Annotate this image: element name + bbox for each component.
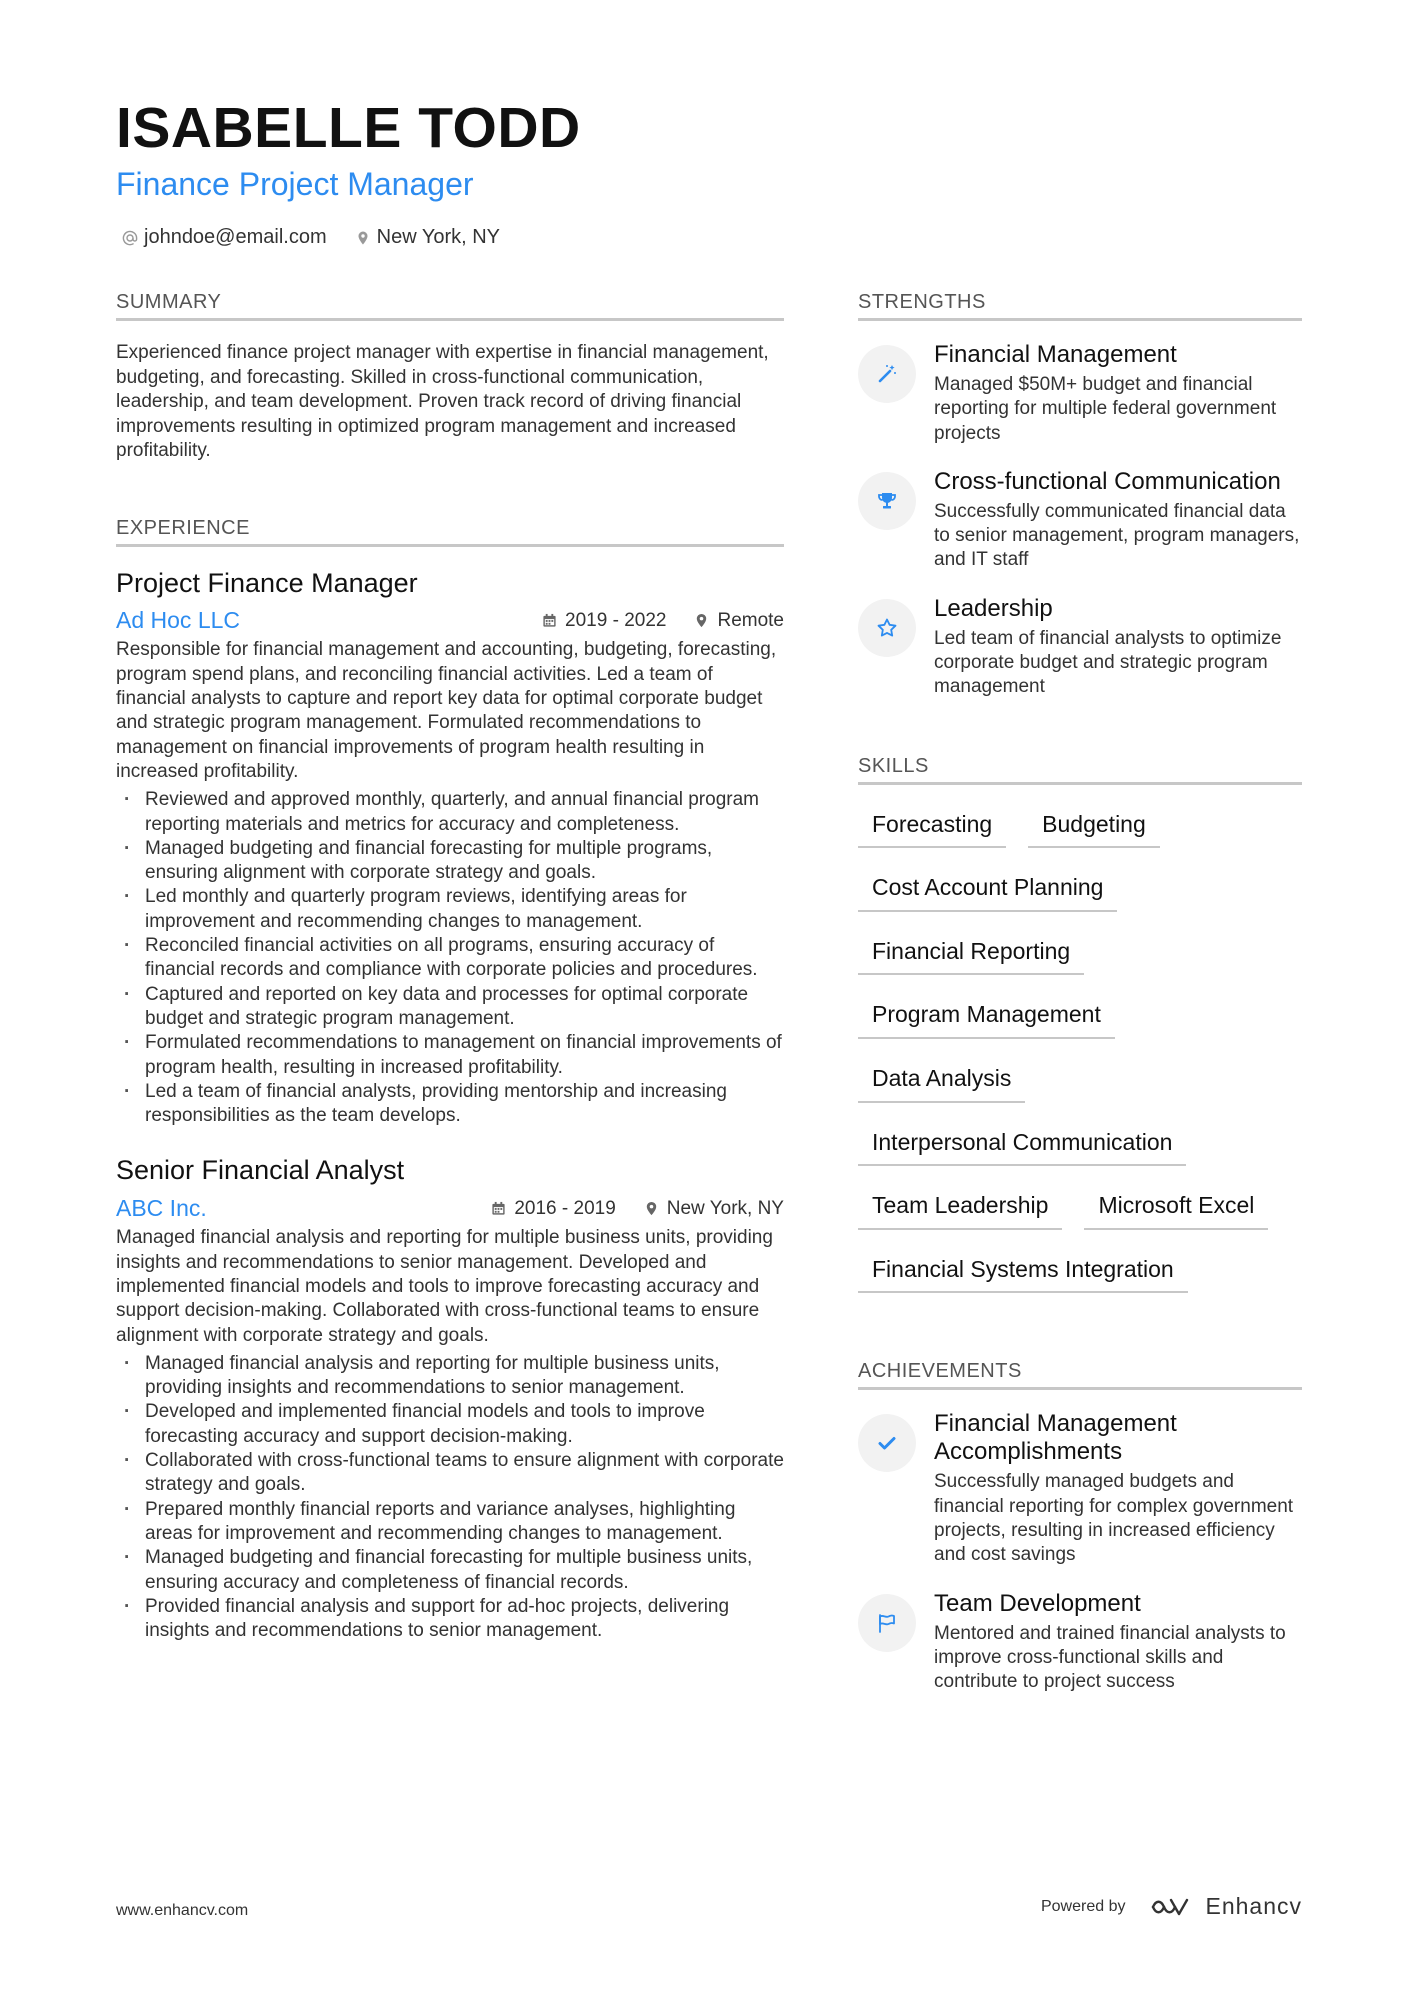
bullet-item: · Prepared monthly financial reports and variance analyses, highlighting areas for improvement and recommending changes to management. [116,1498,784,1547]
experience-heading: EXPERIENCE [116,516,784,547]
strength-item [858,341,1302,446]
strength-icon-circle [858,472,916,530]
skill-tag: Financial Reporting [858,926,1084,976]
skill-tag: Data Analysis [858,1053,1025,1103]
job-location [694,610,784,632]
footer-branding [1041,1893,1302,1920]
achievement-text: Successfully managed budgets and financial reporting for complex government projects, resulting in increased efficiency and cost savings [934,1471,1294,1566]
job-bullets [116,788,784,1128]
contact-email[interactable] [122,226,327,249]
enhancv-logo[interactable] [1149,1893,1302,1920]
bullet-item: · Developed and implemented financial models and tools to improve forecasting accuracy and support decision-making. [116,1400,784,1449]
company-name: Ad Hoc LLC [116,606,241,633]
strength-body [934,341,1302,446]
checkmark-icon [875,1431,899,1455]
skills-list [858,799,1302,1308]
bullet-item: · Managed budgeting and financial forecasting for multiple business units, ensuring accuracy and completeness of financial records. [116,1546,784,1595]
job-description: Responsible for financial management and accounting, budgeting, forecasting, program spend plans, and reconciling financial activities. Led a team of financial analysts to capture and report key data for optimal corporate budget and strategic program management. Formulated recommendations to management on financial improvements of program health resulting in increased profitability. [116,639,777,782]
brand-name: Enhancv [1205,1893,1302,1919]
strength-title: Financial Management [934,341,1177,368]
strength-body [934,595,1302,700]
location-pin-icon [644,1201,659,1216]
achievement-text: Mentored and trained financial analysts to improve cross-functional skills and contribute to project success [934,1622,1286,1693]
summary-section [116,290,784,464]
achievement-title: Team Development [934,1589,1141,1617]
calendar-icon [491,1201,506,1216]
star-icon [875,616,899,640]
job-description: Managed financial analysis and reporting for multiple business units, providing insights and recommendations to senior management. Developed and implemented financial models and tools to improve forecasting accuracy and support decision-making. Collaborated with cross-functional teams to ensure alignment with corporate strategy and goals. [116,1227,773,1346]
email-text: johndoe@email.com [144,226,327,248]
strengths-heading: STRENGTHS [858,290,1302,321]
enhancv-logo-icon [1149,1895,1195,1919]
job-entry [116,567,784,1129]
location-text: New York, NY [376,226,501,248]
skill-tag: Program Management [858,989,1115,1039]
powered-by-text: Powered by [1040,1897,1126,1915]
job-location [644,1198,784,1220]
bullet-item: · Reviewed and approved monthly, quarterly, and annual financial program reporting materials and metrics for accuracy and completeness. [116,788,784,837]
job-title: Project Finance Manager [116,567,418,598]
strengths-section [858,290,1302,700]
skill-tag: Team Leadership [858,1180,1062,1230]
footer-website[interactable]: www.enhancv.com [116,1902,249,1919]
summary-text: Experienced finance project manager with expertise in financial management, budgeting, and forecasting. Skilled in cross-functional communication, leadership, and team development. Proven track record of driving financial improvements resulting in optimized program management and increased profitability. [116,342,769,461]
job-dates [491,1198,615,1220]
job-dates-text: 2019 - 2022 [565,609,667,631]
skill-tag: Interpersonal Communication [858,1117,1186,1167]
bullet-item: · Led a team of financial analysts, providing mentorship and increasing responsibilities as the team develops. [116,1080,784,1129]
contact-location [355,226,500,249]
achievements-section [858,1359,1302,1694]
candidate-title: Finance Project Manager [116,166,474,202]
strength-title: Cross-functional Communication [934,467,1281,495]
location-pin-icon [355,230,371,246]
achievement-item [858,1410,1302,1567]
contact-row [122,226,500,249]
candidate-name: ISABELLE TODD [116,96,581,160]
achievement-item [858,1590,1302,1695]
achievement-body [934,1590,1302,1695]
job-dates [542,610,666,632]
strength-icon-circle [858,345,916,403]
company-name: ABC Inc. [116,1194,207,1221]
job-title: Senior Financial Analyst [116,1155,405,1186]
achievement-title: Financial Management Accomplishments [934,1410,1177,1466]
achievement-icon-circle [858,1594,916,1652]
achievements-heading: ACHIEVEMENTS [858,1359,1302,1390]
location-pin-icon [694,613,709,628]
skill-tag: Cost Account Planning [858,862,1117,912]
job-dates-text: 2016 - 2019 [514,1197,616,1219]
skill-tag: Forecasting [858,799,1006,849]
skills-section [858,754,1302,1308]
strength-text: Managed $50M+ budget and financial reporting for multiple federal government projects [934,374,1277,444]
job-entry [116,1154,784,1643]
bullet-item: · Led monthly and quarterly program reviews, identifying areas for improvement and recommending changes to management. [116,885,784,934]
strength-text: Led team of financial analysts to optimize corporate budget and strategic program management [934,627,1282,698]
skill-tag: Budgeting [1028,799,1160,849]
bullet-item: · Managed financial analysis and reporting for multiple business units, providing insights and recommendations to senior management. [116,1352,784,1401]
strength-item [858,468,1302,573]
strength-icon-circle [858,599,916,657]
bullet-item: · Provided financial analysis and support for ad-hoc projects, delivering insights and recommendations to senior management. [116,1595,784,1644]
bullet-item: · Managed budgeting and financial forecasting for multiple programs, ensuring alignment with corporate strategy and goals. [116,837,784,886]
summary-heading: SUMMARY [116,290,784,321]
skill-tag: Microsoft Excel [1084,1180,1268,1230]
calendar-icon [542,613,557,628]
flag-icon [875,1611,899,1635]
job-meta-right [542,610,784,632]
job-meta [116,1195,784,1223]
job-location-text: Remote [717,609,784,631]
strength-body [934,468,1302,573]
skills-heading: SKILLS [858,754,1302,785]
bullet-item: · Captured and reported on key data and processes for optimal corporate budget and strategic program management. [116,983,784,1032]
bullet-item: · Reconciled financial activities on all programs, ensuring accuracy of financial records and compliance with corporate policies and procedures. [116,934,784,983]
skill-tag: Financial Systems Integration [858,1244,1188,1294]
left-column [116,290,784,1643]
job-bullets [116,1352,784,1644]
strength-item [858,595,1302,700]
magic-wand-icon [875,362,899,386]
experience-section [116,516,784,1644]
job-location-text: New York, NY [666,1197,784,1219]
bullet-item: · Formulated recommendations to management on financial improvements of program health, resulting in increased profitability. [116,1031,784,1080]
job-meta [116,607,784,635]
job-meta-right [491,1198,784,1220]
right-column [858,290,1302,1695]
strength-text: Successfully communicated financial data to senior management, program managers, and IT staff [934,500,1300,571]
achievement-icon-circle [858,1414,916,1472]
achievement-body [934,1410,1302,1567]
at-sign-icon [122,230,138,246]
strength-title: Leadership [934,594,1053,622]
trophy-icon [875,489,899,513]
bullet-item: · Collaborated with cross-functional teams to ensure alignment with corporate strategy and goals. [116,1449,784,1498]
